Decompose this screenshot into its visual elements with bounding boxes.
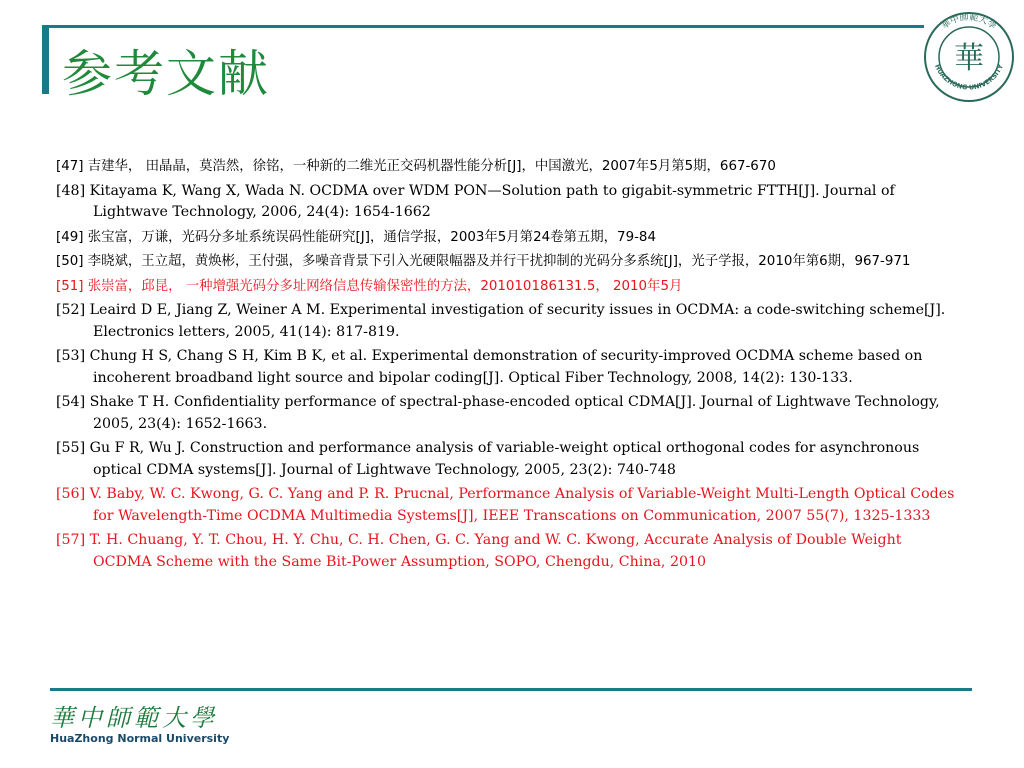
reference-item: [53] Chung H S, Chang S H, Kim B K, et al. Experimental demonstration of security-improved OCDMA scheme based on incoherent broadband light source and bipolar coding[J]. Optical Fiber Technology, 2008, 14(2): 130-133. xyxy=(56,348,923,386)
reference-item: [57] T. H. Chuang, Y. T. Chou, H. Y. Chu, C. H. Chen, G. C. Yang and W. C. Kwong, Accurate Analysis of Double Weight OCDMA Scheme with the Same Bit-Power Assumption, SOPO, Chengdu, China, 2010 xyxy=(56,532,902,570)
footer-logo xyxy=(50,698,230,750)
reference-item: [54] Shake T H. Confidentiality performance of spectral-phase-encoded optical CDMA[J]. Journal of Lightwave Technology, 2005, 23(4): 1652-1663. xyxy=(56,394,940,432)
footer-logo-chinese: 華中師範大學 xyxy=(50,704,218,732)
reference-list xyxy=(56,156,961,576)
reference-item: [47] 吉建华， 田晶晶，莫浩然，徐铭，一种新的二维光正交码机器性能分析[J]，中国激光，2007年5月第5期，667-670 xyxy=(56,159,776,174)
university-seal-icon xyxy=(922,10,1016,104)
reference-item: [52] Leaird D E, Jiang Z, Weiner A M. Experimental investigation of security issues in OCDMA: a code-switching scheme[J]. Electronics letters, 2005, 41(14): 817-819. xyxy=(56,302,946,340)
title-accent-bar xyxy=(42,26,49,94)
slide-title: 参考文献 xyxy=(62,45,270,103)
reference-item: [51] 张崇富，邱昆， 一种增强光码分多址网络信息传输保密性的方法，201010186131.5， 2010年5月 xyxy=(56,278,683,294)
reference-item: [49] 张宝富，万谦，光码分多址系统误码性能研究[J]，通信学报，2003年5月第24卷第五期，79-84 xyxy=(56,229,656,245)
reference-item: [48] Kitayama K, Wang X, Wada N. OCDMA over WDM PON—Solution path to gigabit-symmetric FTTH[J]. Journal of Lightwave Technology, 2006, 24(4): 1654-1662 xyxy=(56,182,895,220)
reference-item: [56] V. Baby, W. C. Kwong, G. C. Yang and P. R. Prucnal, Performance Analysis of Variable-Weight Multi-Length Optical Codes for Wavelength-Time OCDMA Multimedia Systems[J], IEEE Transcations on Communication, 2007 55(7), 1325-1333 xyxy=(56,486,955,524)
svg-text:HUAZHONG UNIVERSITY: HUAZHONG UNIVERSITY xyxy=(933,63,1005,92)
svg-text:華中師範大學: 華中師範大學 xyxy=(940,12,998,32)
bottom-rule xyxy=(50,688,972,691)
footer-logo-english: HuaZhong Normal University xyxy=(50,732,230,745)
top-rule xyxy=(42,25,924,28)
reference-item: [55] Gu F R, Wu J. Construction and performance analysis of variable-weight optical orthogonal codes for asynchronous optical CDMA systems[J]. Journal of Lightwave Technology, 2005, 23(2): 740-748 xyxy=(56,440,920,478)
reference-item: [50] 李晓斌，王立超，黄焕彬，王付强，多噪音背景下引入光硬限幅器及并行干扰抑制的光码分多系统[J]，光子学报，2010年第6期，967-971 xyxy=(56,254,911,269)
svg-text:華: 華 xyxy=(954,41,984,76)
